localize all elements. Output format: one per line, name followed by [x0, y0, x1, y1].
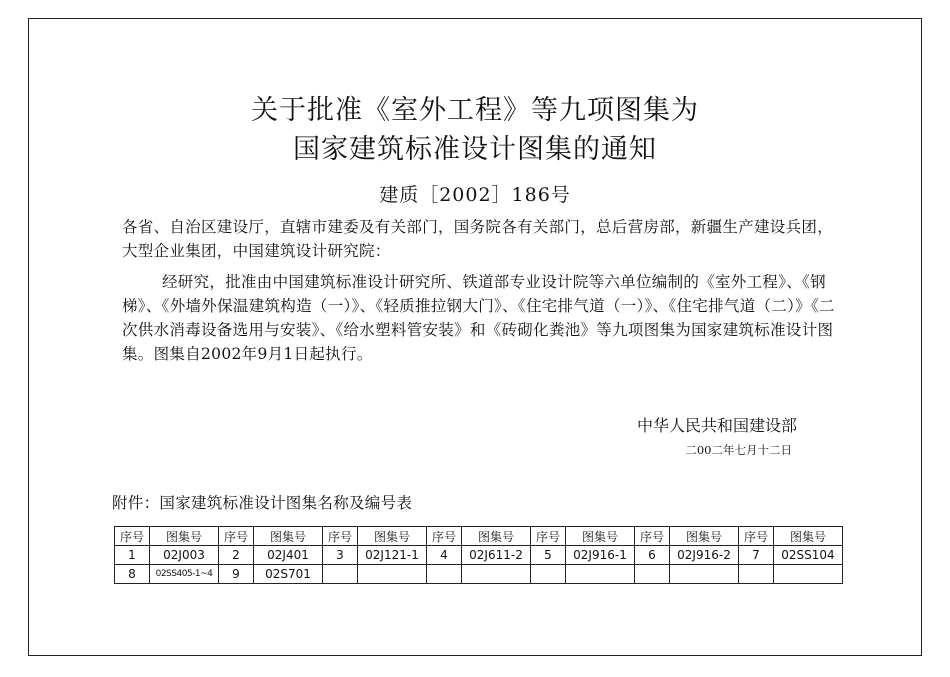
table-cell: 7: [739, 546, 774, 565]
header-cell: 序号: [219, 527, 254, 546]
table-cell: [531, 565, 566, 584]
document-number: 建质［2002］186号: [379, 184, 571, 206]
table-cell: 5: [531, 546, 566, 565]
atlas-number-table: [114, 526, 843, 584]
header-cell: 序号: [427, 527, 462, 546]
table-cell: [358, 565, 427, 584]
table-cell: 02SS405-1~4: [150, 565, 219, 584]
table-cell: [774, 565, 843, 584]
attachment-caption: 附件：国家建筑标准设计图集名称及编号表: [112, 494, 413, 512]
body-paragraph: 经研究，批准由中国建筑标准设计研究所、铁道部专业设计院等六单位编制的《室外工程》、《钢梯》、《外墙外保温建筑构造（一）》、《轻质推拉钢大门》、《住宅排气道（一）》、《住宅排气道（二）》《二次供水消毒设备选用与安装》、《给水塑料管安装》和《砖砌化粪池》等九项图集为国家建筑标准设计图集。图集自2002年9月1日起执行。: [122, 273, 835, 363]
header-cell: 序号: [531, 527, 566, 546]
table-cell: 8: [115, 565, 150, 584]
table-cell: 3: [323, 546, 358, 565]
table-cell: [635, 565, 670, 584]
table-cell: 02J916-2: [670, 546, 739, 565]
header-cell: 序号: [635, 527, 670, 546]
header-cell: 序号: [323, 527, 358, 546]
header-cell: 图集号: [150, 527, 219, 546]
header-cell: 图集号: [566, 527, 635, 546]
table-cell: 02J121-1: [358, 546, 427, 565]
addressees-paragraph: 各省、自治区建设厅，直辖市建委及有关部门，国务院各有关部门，总后营房部，新疆生产建设兵团，大型企业集团，中国建筑设计研究院：: [122, 218, 834, 260]
header-cell: 图集号: [358, 527, 427, 546]
table-cell: 6: [635, 546, 670, 565]
table-cell: 9: [219, 565, 254, 584]
table-row: [115, 546, 843, 565]
notice-title-line2: 国家建筑标准设计图集的通知: [293, 134, 657, 165]
table-cell: [462, 565, 531, 584]
table-cell: [323, 565, 358, 584]
notice-title-line1: 关于批准《室外工程》等九项图集为: [251, 95, 699, 126]
table-cell: [427, 565, 462, 584]
table-cell: 02SS104: [774, 546, 843, 565]
table-cell: 02S701: [254, 565, 323, 584]
issuer-signature: 中华人民共和国建设部: [636, 416, 797, 435]
table-cell: 02J401: [254, 546, 323, 565]
issue-date: 二00二年七月十二日: [685, 443, 792, 457]
header-cell: 图集号: [254, 527, 323, 546]
table-cell: [739, 565, 774, 584]
table-cell: [670, 565, 739, 584]
table-cell: 4: [427, 546, 462, 565]
table-cell: 2: [219, 546, 254, 565]
table-cell: 02J003: [150, 546, 219, 565]
header-cell: 序号: [739, 527, 774, 546]
header-cell: 图集号: [462, 527, 531, 546]
table-cell: [566, 565, 635, 584]
header-cell: 图集号: [670, 527, 739, 546]
header-cell: 图集号: [774, 527, 843, 546]
table-cell: 1: [115, 546, 150, 565]
table-cell: 02J916-1: [566, 546, 635, 565]
header-cell: 序号: [115, 527, 150, 546]
table-header-row: [115, 527, 843, 546]
table-cell: 02J611-2: [462, 546, 531, 565]
table-row: [115, 565, 843, 584]
